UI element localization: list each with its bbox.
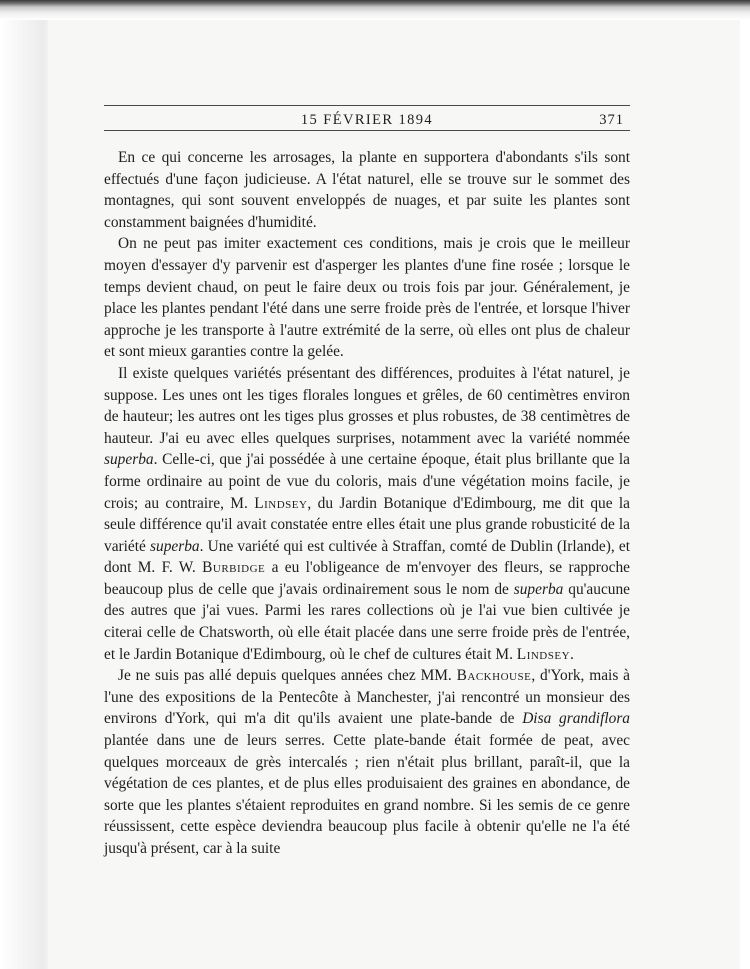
page-number: 371 bbox=[599, 112, 624, 128]
text-run: plantée dans une de leurs serres. Cette plate-bande était formée de peat, avec quelques morceaux de grès intercalés ; rien n'était plus brillant, paraît-il, que la végétation de ces plantes, et de plus elles produisaient des graines en abondance, de sorte que les plantes s'étaient reproduites en grand nombre. Si les semis de ce genre réussissent, cette espèce deviendra beaucoup plus facile à obtenir qu'elle ne l'a été jusqu'à présent, car à la suite bbox=[104, 732, 630, 857]
text-run: , du Jardin Botanique d'Edimbourg, me dit que la seule différence qu'il avait constatée entre elles était une plus grande robusticité de la variété bbox=[104, 494, 630, 555]
paragraph-3 bbox=[104, 363, 630, 665]
italic-term: superba bbox=[513, 580, 564, 598]
text-run: Il existe quelques variétés présentant des différences, produites à l'état naturel, je suppose. Les unes ont les tiges florales longues et grêles, de 60 centimètres environ de hauteur; les autres ont les tiges plus grosses et plus robustes, de 38 centimètres de hauteur. J'ai eu avec elles quelques surprises, notamment avec la variété nommée bbox=[104, 364, 630, 447]
paragraph-4 bbox=[104, 665, 630, 859]
text-run: En ce qui concerne les arrosages, la plante en supportera d'abondants s'ils sont effectués d'une façon judicieuse. A l'état naturel, elle se trouve sur le sommet des montagnes, qui sont souvent enveloppés de nuages, et par suite les plantes sont constamment baignées d'humidité. bbox=[104, 149, 630, 231]
text-run: qu'aucune des autres que j'ai vues. Parmi les rares collections où je l'ai vue bien cultivée je citerai celle de Chatsworth, où elle était placée dans une serre froide près de l'entrée, et le Jardin Botanique d'Edimbourg, où le chef de cultures était M. bbox=[104, 580, 630, 663]
scan-left-margin bbox=[0, 0, 48, 969]
person-name: Lindsey bbox=[516, 645, 571, 663]
running-title: 15 FÉVRIER 1894 bbox=[300, 112, 434, 128]
paragraph-2 bbox=[104, 233, 630, 363]
italic-term: superba bbox=[150, 537, 200, 555]
species-name: Disa grandiflora bbox=[522, 710, 631, 728]
text-run: . bbox=[570, 645, 574, 663]
header-rule-bottom bbox=[104, 130, 630, 131]
text-run: , d'York, mais à l'une des expositions de la Pentecôte à Manchester, j'ai rencontré un monsieur des environs d'York, qui m'a dit qu'ils avaient une plate-bande de bbox=[104, 667, 630, 728]
italic-term: superba bbox=[104, 451, 154, 469]
paragraph-1 bbox=[104, 147, 630, 233]
body-text bbox=[104, 147, 630, 860]
text-run: . Une variété qui est cultivée à Straffan, comté de Dublin (Irlande), et dont M. F. W. bbox=[104, 537, 630, 577]
person-name: Lindsey bbox=[254, 494, 308, 512]
header-rule-top bbox=[104, 105, 630, 106]
text-run: a eu l'obligeance de m'envoyer des fleurs, se rapproche beaucoup plus de celle que j'avais ordinairement sous le nom de bbox=[104, 559, 630, 598]
text-run: On ne peut pas imiter exactement ces conditions, mais je crois que le meilleur moyen d'essayer d'y parvenir est d'asperger les plantes d'une fine rosée ; lorsque le temps devient chaud, on peut le faire deux ou trois fois par jour. Généralement, je place les plantes pendant l'été dans une serre froide près de l'entrée, et lorsque l'hiver approche je les transporte à l'autre extrémité de la serre, où elles ont plus de chaleur et sont mieux garanties contre la gelée. bbox=[104, 235, 630, 361]
text-run: Je ne suis pas allé depuis quelques années chez MM. bbox=[118, 667, 457, 685]
text-run: . Celle-ci, que j'ai possédée à une certaine époque, était plus brillante que la forme ordinaire au point de vue du coloris, mais d'une végétation moins facile, je crois; au contraire, M. bbox=[104, 451, 630, 512]
person-name: Burbidge bbox=[202, 559, 266, 577]
person-name: Backhouse bbox=[456, 667, 532, 685]
scan-top-edge bbox=[0, 0, 750, 20]
running-header bbox=[104, 105, 630, 131]
